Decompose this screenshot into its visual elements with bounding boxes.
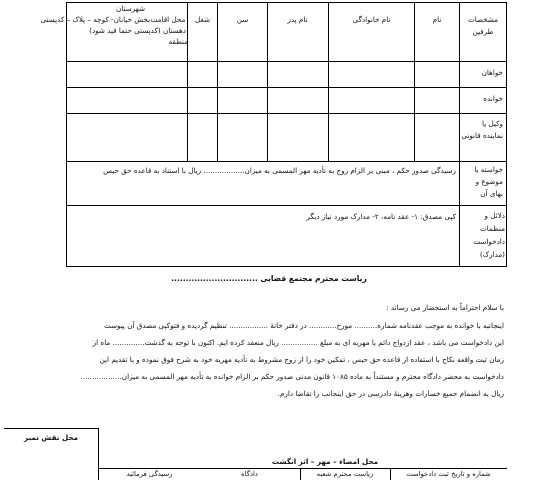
stamp-area-label: محل نقش تمبر — [23, 433, 78, 442]
paragraph-line-3: زمان ثبت واقعه نکاح با استفاده از قاعده حق حبس ، تمکین خود را از زوج مشروط به تأدیه مهریه خود به شرح فوق نموده و با تقدیم این — [99, 355, 504, 364]
row-divider — [66, 87, 507, 88]
header-party: مشخصات طرفین — [467, 15, 499, 36]
header-address-2: بخش خیابان- کوچه – پلاک – کدپستی — [40, 15, 150, 24]
header-family: نام خانوادگی — [352, 15, 391, 24]
table-border-right — [506, 2, 507, 266]
header-address-3: دهستان (کدپستی حتما قید شود) — [89, 26, 186, 35]
paragraph-line-2: این دادخواست می باشد ، عقد ازدواج دائم با مهریه ای به مبلغ ................ ریال منعقد کرده ایم. اکنون با توجه به گذشت.............. ماه از — [92, 338, 504, 347]
ref-branch-office: ریاست محترم شعبه — [316, 470, 374, 478]
header-address-1: شهرستان — [116, 4, 145, 13]
paragraph-line-5: ریال به انضمام جمیع خسارات وهزینهٔ دادرسی در حق اینجانب را تقاضا دارم. — [277, 389, 504, 398]
greeting: با سلام احتراماً به استحضار می رساند : — [386, 303, 504, 312]
request-label: خواسته یا موضوع و بهای آن — [474, 165, 503, 198]
header-name: نام — [432, 15, 442, 24]
row-divider — [66, 113, 507, 114]
ref-registration-date: شماره و تاریخ ثبت دادخواست — [406, 470, 491, 478]
header-job: شغل — [195, 15, 210, 24]
signature-area-label: محل امضاء – مهر – اثر انگشت — [271, 457, 379, 466]
row-plaintiff-label: خواهان — [481, 68, 503, 77]
stamp-box-right — [98, 428, 99, 480]
ref-court: دادگاه — [241, 470, 258, 478]
row-divider — [66, 61, 507, 62]
addressee-heading: ریاست محترم مجتمع قضایی .............................. — [171, 274, 367, 283]
row-divider — [66, 205, 507, 206]
row-lawyer-label: وکیل یا نماینده قانونی — [461, 119, 503, 140]
col-divider — [267, 2, 268, 161]
table-border-bottom — [66, 266, 507, 267]
header-father: نام پدر — [287, 15, 308, 24]
evidence-label: دلائل و منظمات دادخواست (مدارک) — [473, 211, 505, 259]
col-divider — [187, 2, 188, 161]
col-divider — [217, 2, 218, 161]
row-defendant-label: خوانده — [483, 94, 503, 103]
table-border-left — [66, 2, 67, 266]
row-divider — [66, 161, 507, 162]
request-text: رسیدگی صدور حکم ، مبنی بر الزام زوج به تأدیه مهر المسمی به میزان.................. ریال با استناد به قاعده حق حبس — [103, 166, 456, 175]
header-age: سن — [236, 15, 249, 24]
paragraph-line-4: دادخواست به محضر دادگاه محترم و مستنداً به ماده ۱۰۸۵ قانون مدنی صدور حکم بر الزام خوانده به تأدیه مهر المسمی به میزان.................. — [80, 372, 504, 381]
header-residence: محل اقامت — [150, 15, 186, 24]
col-divider — [414, 2, 415, 161]
col-divider — [328, 2, 329, 161]
evidence-text: کپی مصدق: ۱- عقد نامه، ۲- مدارک مورد نیاز دیگر — [306, 212, 456, 221]
label-column-divider — [459, 2, 460, 266]
paragraph-line-1: اینجانبه با خوانده به موجب عقدنامه شماره.......... مورخ............ در دفتر خانهٔ ................. تنظیم گردیده و فتوکپی مصدق آن پیوست — [103, 321, 504, 330]
ref-instruction: رسیدگی فرمائید — [126, 470, 173, 478]
header-address-4: منطقه — [168, 37, 188, 46]
stamp-box-top — [4, 428, 98, 429]
